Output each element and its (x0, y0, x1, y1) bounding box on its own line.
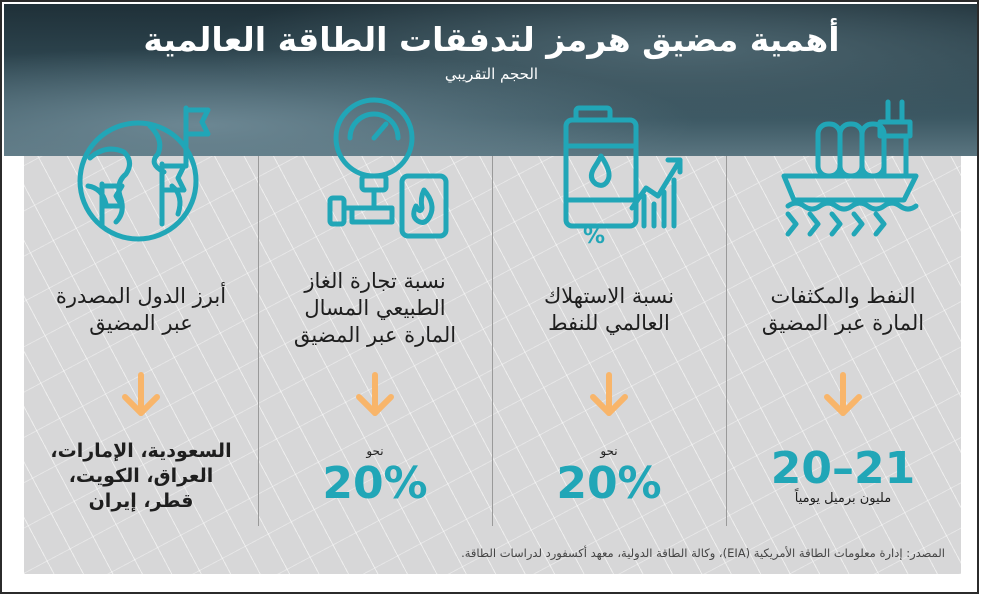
arrow-down-icon (355, 371, 395, 419)
column-lng (258, 156, 492, 574)
column-heading: المارة عبر المضيق (293, 323, 457, 347)
gas-gauge-flame-icon (302, 96, 452, 246)
stat-unit: مليون برميل يومياً (794, 491, 892, 506)
column-oil (726, 156, 960, 574)
countries-list: العراق، الكويت، (68, 465, 214, 487)
approx-label: نحو (366, 444, 384, 458)
column-heading: نسبة تجارة الغاز (304, 269, 446, 293)
content-panel (24, 156, 961, 574)
countries-list: السعودية، الإمارات، (50, 440, 232, 462)
countries-list: قطر، إيران (88, 490, 194, 512)
tanker-ship-icon (770, 96, 920, 246)
page-title: أهمية مضيق هرمز لتدفقات الطاقة العالمية (143, 20, 840, 59)
column-heading: النفط والمكثفات (770, 284, 916, 308)
stat-value: 20–21 (770, 443, 916, 494)
column-exporters (24, 156, 258, 574)
column-heading: نسبة الاستهلاك (543, 284, 675, 308)
column-heading: المارة عبر المضيق (761, 311, 925, 335)
arrow-down-icon (121, 371, 161, 419)
stat-value: 20% (556, 458, 662, 509)
stat-value: 20% (322, 458, 428, 509)
column-heading: أبرز الدول المصدرة (55, 284, 227, 308)
page-subtitle: الحجم التقريبي (444, 65, 539, 83)
approx-label: نحو (600, 444, 618, 458)
svg-text:%: % (583, 224, 606, 246)
column-heading: العالمي للنفط (548, 311, 670, 335)
column-heading: الطبيعي المسال (304, 296, 446, 320)
arrow-down-icon (589, 371, 629, 419)
arrow-down-icon (823, 371, 863, 419)
source-note: المصدر: إدارة معلومات الطاقة الأمريكية (EIA)، وكالة الطاقة الدولية، معهد أكسفورد لدراسات الطاقة. (461, 546, 945, 560)
oil-barrel-chart-icon (536, 96, 686, 246)
column-consumption (492, 156, 726, 574)
globe-flags-icon (68, 96, 218, 246)
column-heading: عبر المضيق (89, 311, 193, 335)
